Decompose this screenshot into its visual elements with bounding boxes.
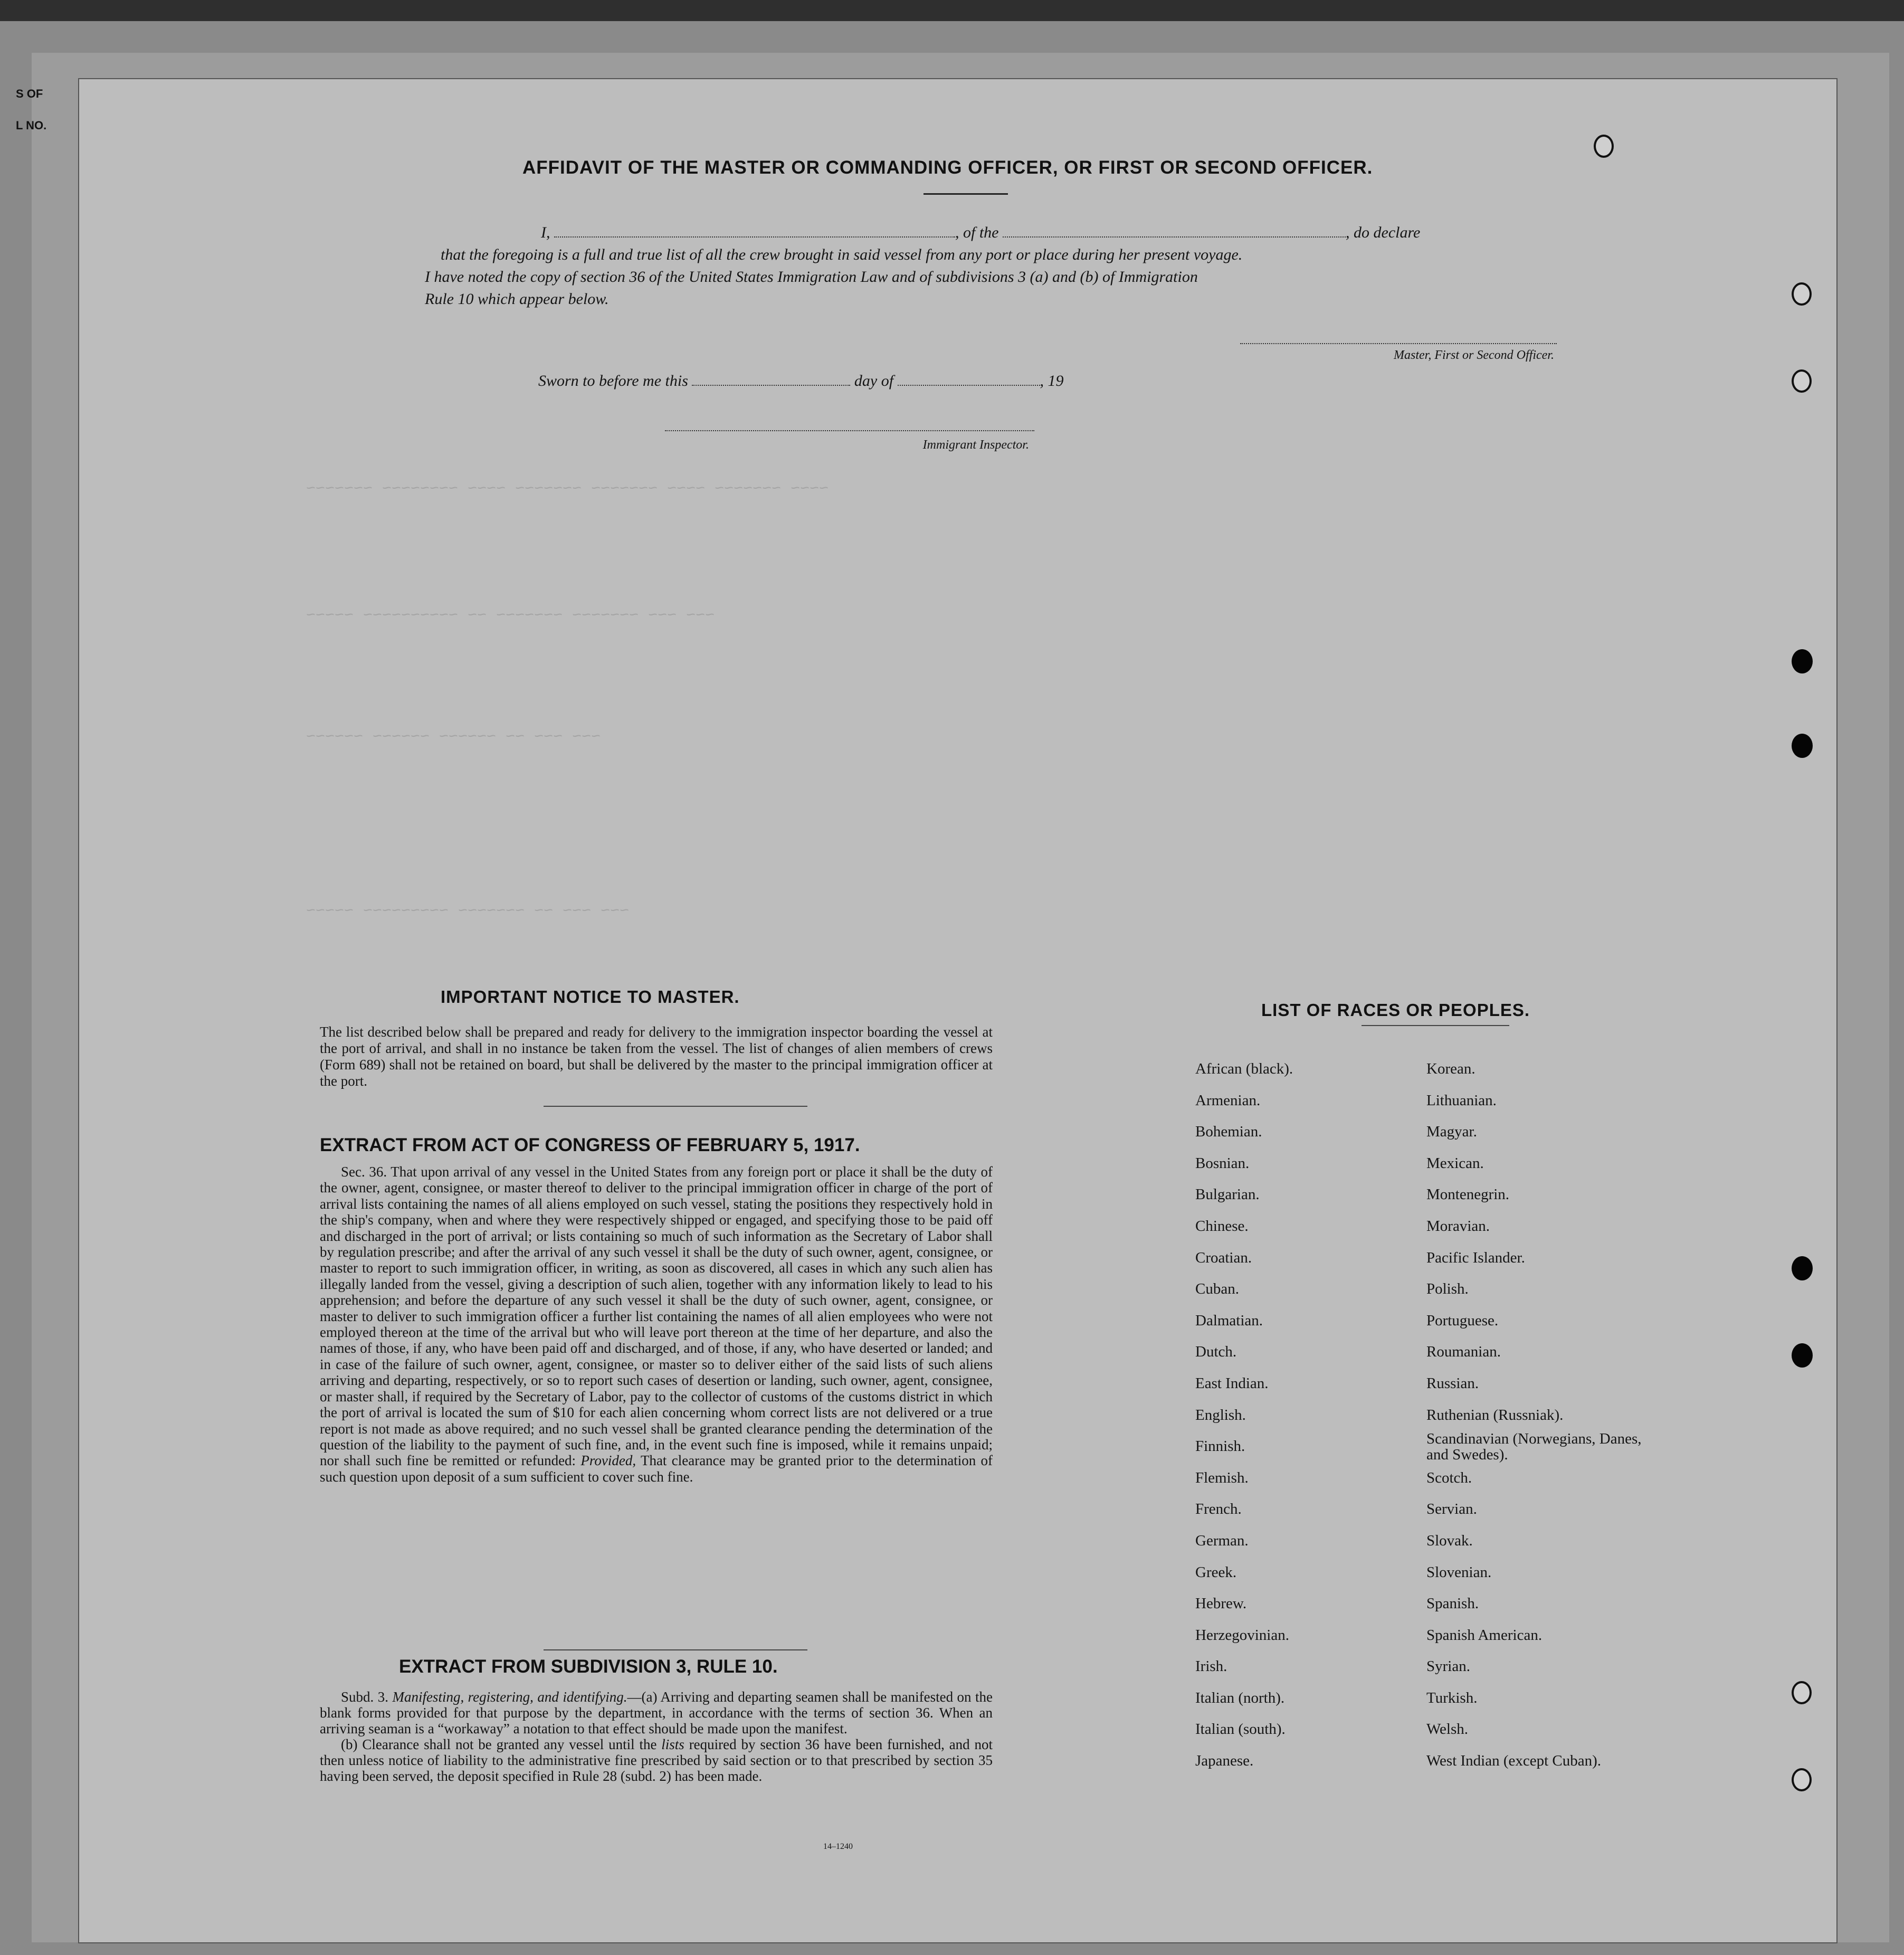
affidavit-i: I, [541,224,550,241]
race-item: Scandinavian (Norwegians, Danes, and Swedes). [1426,1430,1642,1464]
race-item: Croatian. [1195,1249,1252,1266]
divider [544,1649,807,1650]
act-text [320,1164,993,1485]
race-item: Roumanian. [1426,1343,1501,1361]
signature-line[interactable] [1240,343,1557,344]
vessel-blank[interactable] [1003,236,1346,238]
race-item: Moravian. [1426,1217,1490,1235]
form-number: 14–1240 [823,1842,853,1851]
race-item: African (black). [1195,1060,1293,1077]
race-item: Polish. [1426,1280,1469,1298]
race-item: West Indian (except Cuban). [1426,1752,1602,1770]
race-item: Chinese. [1195,1217,1249,1235]
affidavit-line2: that the foregoing is a full and true list of all the crew brought in said vessel from any port or place during her present voyage. [441,246,1243,263]
races-column-left [1195,1054,1293,1777]
name-blank[interactable] [554,236,955,238]
inspector-label: Immigrant Inspector. [922,438,1029,452]
subd-label: Subd. 3. [341,1689,388,1705]
race-item: East Indian. [1195,1374,1269,1392]
race-item: Slovenian. [1426,1563,1492,1581]
race-item: Slovak. [1426,1532,1473,1549]
punch-hole [1792,649,1813,673]
act-tail-text: That clearance may be granted prior to the determination of such question upon deposit of a sum sufficient to cover such fine. [320,1453,993,1485]
subd-b-text-2: required by section 36 have been furnished, and not then unless notice of liability to the administrative fine prescribed by said section or to that prescribed by section 35 having been served, the deposit specified in Rule 28 (subd. 2) has been made. [320,1736,993,1784]
race-item: Pacific Islander. [1426,1249,1525,1266]
edge-label-2: L NO. [16,119,47,132]
subd-a-label: (a) [641,1689,658,1705]
races-column-right [1426,1054,1648,1777]
notice-text: The list described below shall be prepared and ready for delivery to the immigration inspector boarding the vessel at the port of arrival, and shall in no instance be taken from the vessel. The list of changes of alien members of crews (Form 689) shall not be retained on board, but shall be delivered by the master to the principal immigration officer at the port. [320,1024,993,1089]
section-label: Sec. 36. [341,1164,387,1180]
punch-hole [1792,1256,1813,1280]
race-item: German. [1195,1532,1249,1549]
document-page [79,79,1836,1942]
race-item: Herzegovinian. [1195,1626,1289,1644]
race-item: Cuban. [1195,1280,1239,1298]
provided-text: Provided, [580,1453,636,1469]
race-item: Armenian. [1195,1092,1261,1109]
race-item: Mexican. [1426,1154,1484,1172]
divider [544,1106,807,1107]
race-item: Japanese. [1195,1752,1254,1770]
race-item: Italian (south). [1195,1721,1286,1738]
race-item: French. [1195,1501,1242,1518]
race-item: Italian (north). [1195,1689,1285,1706]
race-item: English. [1195,1406,1246,1423]
punch-hole [1792,1343,1813,1368]
punch-hole [1792,1768,1812,1791]
race-item: Ruthenian (Russniak). [1426,1406,1564,1423]
race-item: Turkish. [1426,1689,1478,1706]
sworn-text: Sworn to before me this [538,372,688,390]
race-item: Magyar. [1426,1123,1477,1141]
subdivision-title: EXTRACT FROM SUBDIVISION 3, RULE 10. [399,1656,778,1677]
race-item: Dutch. [1195,1343,1237,1361]
punch-hole [1792,369,1812,393]
subd-a-text: Arriving and departing seamen shall be manifested on the blank forms provided for that purpose by the department, in accordance with the terms of section 36. When an arriving seaman is a “workaway” a notation to that effect should be made upon the manifest. [320,1689,993,1736]
act-title: EXTRACT FROM ACT OF CONGRESS OF FEBRUARY 5, 1917. [320,1135,860,1155]
race-item: Syrian. [1426,1658,1470,1675]
divider [1362,1025,1509,1026]
notice-title: IMPORTANT NOTICE TO MASTER. [441,987,740,1007]
race-item: Dalmatian. [1195,1312,1263,1329]
subd-b-lists: lists [661,1736,684,1752]
bleed-through: ~~~~ ~~~~~~~ ~~~~ ~~~~~~~ ~~~~~~~ ~~~~ ~~~~~~~~ ~~~~~~~ [306,480,829,498]
subd-b-text-1: Clearance shall not be granted any vessel until the [362,1736,657,1752]
day-of-text: day of [854,372,894,390]
race-item: Korean. [1426,1060,1475,1077]
punch-hole [1792,282,1812,306]
race-item: Flemish. [1195,1469,1249,1486]
race-item: Spanish American. [1426,1626,1543,1644]
affidavit-line3: I have noted the copy of section 36 of the United States Immigration Law and of subdivisions 3 (a) and (b) of Immigration [425,268,1198,286]
race-item: Lithuanian. [1426,1092,1497,1109]
edge-label-1: S OF [16,87,43,100]
race-item: Welsh. [1426,1721,1469,1738]
year-text: , 19 [1040,372,1064,390]
signature-label: Master, First or Second Officer. [1394,348,1554,362]
race-item: Irish. [1195,1658,1227,1675]
race-item: Greek. [1195,1563,1237,1581]
bleed-through: ~~~ ~~~ ~~~~~~~ ~~~~~~~ ~~ ~~~~~~~~~~ ~~~~~ [306,607,715,625]
subd-b-label: (b) [341,1736,358,1752]
race-item: Finnish. [1195,1438,1245,1455]
act-body-text: That upon arrival of any vessel in the United States from any foreign port or place it shall be the duty of the owner, agent, consignee, or master thereof to deliver to the principal immigration officer in charge of the port of arrival lists containing the names of all aliens employed on such vessel, stating the positions they respectively hold in the ship's company, when and where they were respectively shipped or engaged, and specifying those to be paid off and discharged in the port of arrival; or lists containing so much of such information as the Secretary of Labor shall by regulation prescribe; and after the arrival of any such vessel it shall be the duty of such owner, agent, consignee, or master to report to such immigration officer, in writing, as soon as discovered, all cases in which any such alien has illegally landed from the vessel, giving a description of such alien, together with any information likely to lead to his apprehension; and before the departure of any such vessel it shall be the duty of such owner, agent, consignee, or master to deliver to such immigration officer a further list containing the names of all alien employees who were not employed thereon at the time of the arrival but who will leave port thereon at the time of her departure, and also the names of those, if any, who have been paid off and discharged, and of those, if any, who have deserted or landed; and in case of the failure of such owner, agent, consignee, or master so to deliver either of the said lists of such aliens arriving and departing, respectively, or so to report such cases of desertion or landing, such owner, agent, consignee, or master shall, if required by the Secretary of Labor, pay to the collector of customs of the customs district in which the port of arrival is located the sum of $10 for each alien concerning whom correct lists are not delivered or a true report is not made as above required; and no such vessel shall be granted clearance pending the determination of the question of the liability to the payment of such fine, and, in the event such fine is imposed, while it remains unpaid; nor shall such fine be remitted or refunded: [320,1164,993,1469]
affidavit-title: AFFIDAVIT OF THE MASTER OR COMMANDING OFFICER, OR FIRST OR SECOND OFFICER. [522,157,1373,178]
race-item: Portuguese. [1426,1312,1499,1329]
affidavit-of-the: , of the [955,224,999,241]
affidavit-line4: Rule 10 which appear below. [425,290,609,308]
bleed-through: ~~~ ~~~ ~~ ~~~~~~ ~~~~~~ ~~~~~~ [306,728,601,746]
punch-hole [1792,1681,1812,1704]
inspector-signature-line[interactable] [665,430,1034,431]
month-blank[interactable] [898,385,1040,386]
affidavit-do-declare: , do declare [1346,224,1421,241]
race-item: Russian. [1426,1374,1479,1392]
race-item: Scotch. [1426,1469,1472,1486]
race-item: Bosnian. [1195,1154,1250,1172]
race-item: Spanish. [1426,1595,1479,1612]
sworn-line [538,372,1064,390]
race-item: Montenegrin. [1426,1186,1510,1203]
races-title: LIST OF RACES OR PEOPLES. [1261,1000,1530,1020]
race-item: Bulgarian. [1195,1186,1260,1203]
punch-hole [1594,135,1614,158]
subdivision-text: Subd. 3. Manifesting, registering, and identifying.—(a) Arriving and departing seamen shall be manifested on the blank forms provided for that purpose by the department, in accordance with the terms of section 36. When an arriving seaman is a “workaway” a notation to that effect should be made upon the manifest. (b) Clearance shall not be granted any vessel until the lists required by section 36 have been furnished, and not then unless notice of liability to the administrative fine prescribed by said section or to that prescribed by section 35 having been served, the deposit specified in Rule 28 (subd. 2) has been made. [320,1689,993,1784]
race-item: Bohemian. [1195,1123,1262,1141]
race-item: Hebrew. [1195,1595,1247,1612]
day-blank[interactable] [692,385,850,386]
race-item: Servian. [1426,1501,1477,1518]
affidavit-text [425,222,1575,310]
punch-hole [1792,734,1813,758]
subd-heading: Manifesting, registering, and identifying. [392,1689,627,1705]
title-underline [924,193,1008,195]
bleed-through: ~~~ ~~~ ~~ ~~~~~~~ ~~~~~~~~~ ~~~~~ [306,903,630,920]
